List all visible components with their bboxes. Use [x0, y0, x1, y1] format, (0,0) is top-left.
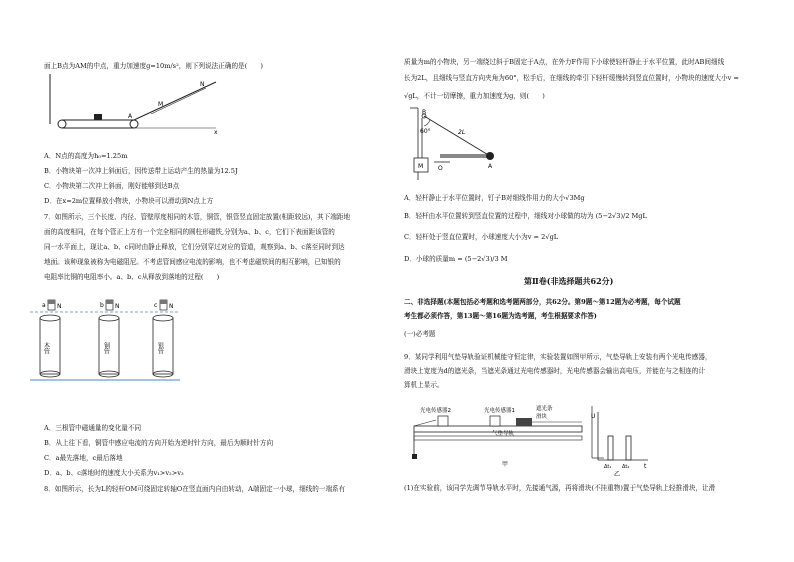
- right-column: [400, 0, 760, 562]
- svg-text:Δt₁: Δt₁: [604, 464, 612, 470]
- q7-option-a: A．三根管中磁通量的变化量不同: [44, 424, 142, 432]
- q8-cont-3: √gL，不计一切摩擦，重力加速度为g，则( ): [404, 92, 545, 100]
- svg-text:甲: 甲: [502, 461, 509, 468]
- q6-option-b: B．小物块第一次冲上斜面后，因传送带上运动产生的热量为12.5J: [44, 167, 238, 175]
- q8-line-1: 8．如图所示，长为L的轻杆OM可绕固定转轴O在竖直面内自由转动，A端固定一小球，细线的一端系有: [44, 485, 346, 493]
- air-track-figure: [406, 400, 606, 472]
- svg-text:B: B: [422, 109, 427, 116]
- q8-option-c: C．轻杆处于竖直位置时，小球速度大小为v = 2√gL: [404, 233, 559, 241]
- q8-cont-2: 长为2L，且细线与竖直方向夹角为60°，松手后，在细线的牵引下轻杆缓慢转到竖直位置时，小物块的速度大小v =: [404, 74, 739, 82]
- q9-line-3: 算机上显示。: [404, 381, 444, 389]
- left-column: [40, 0, 400, 562]
- svg-text:N: N: [169, 303, 174, 310]
- magnet-b-label: b: [100, 302, 104, 309]
- q9-line-2: 滑块上宽度为d的遮光条，当遮光条通过光电传感器时，光电传感器会输出高电压，并能在与之相连的计: [404, 367, 705, 375]
- q9-part1: (1)在实验前，该同学先调节导轨水平时，先接通气源，再将滑块(不挂重物)置于气垫导轨上轻推滑块，让滑: [404, 484, 716, 492]
- svg-text:U: U: [591, 413, 596, 420]
- part2-title: 第Ⅱ卷(非选择题共62分): [524, 276, 614, 286]
- rod-figure: [410, 106, 510, 184]
- svg-text:O: O: [438, 165, 443, 172]
- magnet-c-label: c: [154, 302, 158, 309]
- svg-text:N: N: [115, 303, 120, 310]
- tube-wood-label: 木管: [42, 342, 50, 354]
- svg-text:气垫导轨: 气垫导轨: [492, 431, 515, 437]
- q7-option-b: B．从上往下看，铜管中感应电流的方向开始为逆时针方向，最后为顺时针方向: [44, 439, 274, 447]
- q7-line-4: 地面。该种现象被称为电磁阻尼。不考虑管间感应电流的影响，也不考虑磁铁间的相互影响，已知银的: [44, 258, 341, 266]
- label-x: x: [214, 129, 218, 136]
- q9-line-1: 9．某同学利用气垫导轨验证机械能守恒定律，实验装置如图甲所示，气垫导轨上安装有两个光电传感器，: [404, 353, 712, 361]
- q8-option-d: D．小球的质量m = (5−2√3)/3 M: [404, 255, 508, 263]
- svg-text:N: N: [57, 303, 62, 310]
- label-a: A: [128, 113, 133, 120]
- voltage-graph-figure: [590, 408, 650, 478]
- magnet-a-label: a: [42, 302, 46, 309]
- svg-text:A: A: [488, 163, 493, 170]
- tubes-figure: [10, 296, 190, 388]
- q7-line-2: 面的高度相同，在每个管正上方有一个完全相同的圆柱形磁铁,分别为a、b、c，它们下表面距该管的: [44, 228, 335, 236]
- svg-text:遮光条: 遮光条: [536, 406, 553, 412]
- q7-line-5: 电阻率比铜的电阻率小。a、b、c从释放到落地的过程( ): [44, 273, 220, 281]
- svg-text:Δt₂: Δt₂: [622, 464, 630, 470]
- subsection-label: (一)必考题: [404, 330, 436, 338]
- part2-desc-2: 考生都必须作答，第13题～第16题为选考题，考生根据要求作答): [404, 312, 597, 320]
- part2-desc-1: 二、非选择题(本题包括必考题和选考题两部分，共62分。第9题～第12题为必考题，每个试题: [404, 298, 681, 306]
- q8-option-a: A．轻杆静止于水平位置时，钉子B对细线作用力的大小√3Mg: [404, 194, 585, 202]
- q8-cont-1: 质量为m的小物块，另一端绕过斜于B固定于A点，在外力F作用下小球使轻杆静止于水平位置，此时AB间细线: [404, 58, 725, 66]
- svg-text:2L: 2L: [458, 129, 466, 136]
- svg-text:光电传感器1: 光电传感器1: [484, 408, 515, 414]
- tube-silver-label: 银管: [156, 342, 164, 354]
- q7-line-1: 7．如图所示，三个长度、内径、管壁厚度相同的木管，铜管，银管竖直固定放置(相距较远)，其下端距地: [44, 213, 351, 221]
- label-m: M: [158, 101, 164, 108]
- q6-option-a: A．N点的高度为h₀=1.25m: [44, 152, 128, 160]
- svg-text:60°: 60°: [420, 128, 431, 135]
- q7-option-c: C．a最先落地，c最后落地: [44, 454, 123, 462]
- q7-line-3: 同一水平面上，现让a、b、c同时由静止释放，它们分别穿过对应的管道，观察到a、b、c落至同时到达: [44, 243, 345, 251]
- svg-text:M: M: [418, 163, 424, 170]
- tube-copper-label: 铜管: [102, 342, 110, 354]
- q7-option-d: D．a、b、c落地时的速度大小关系为v₁>v₂>v₃: [44, 469, 184, 477]
- q6-option-c: C．小物块第二次冲上斜面，刚好能够到达B点: [44, 182, 180, 190]
- label-n: N: [200, 81, 205, 88]
- svg-text:t: t: [644, 463, 647, 470]
- conveyor-figure: [46, 72, 221, 142]
- q6-intro: 面上B点为AM的中点，重力加速度g=10m/s²，则下列说法正确的是( ): [44, 62, 263, 70]
- svg-text:光电传感器2: 光电传感器2: [420, 408, 451, 414]
- svg-text:滑块: 滑块: [536, 414, 548, 420]
- q8-option-b: B．轻杆由水平位置转到竖直位置的过程中，细线对小球做的功为 (5−2√3)/2 MgL: [404, 212, 647, 220]
- q6-option-d: D．在x=2m位置释放小物块，小物块可以滑动到N点上方: [44, 197, 214, 205]
- svg-text:乙: 乙: [614, 471, 621, 478]
